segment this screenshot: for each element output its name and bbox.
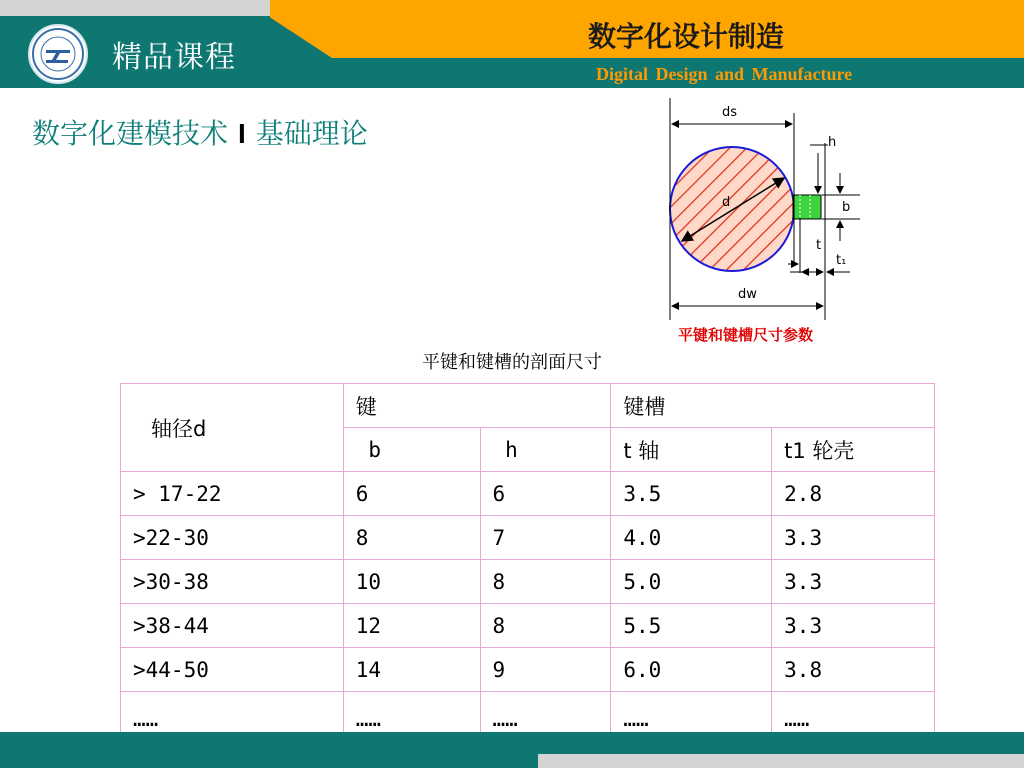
cell-h: 6 bbox=[480, 472, 611, 516]
cell-t1: 2.8 bbox=[772, 472, 935, 516]
key-dimension-table bbox=[120, 383, 935, 736]
label-ds: ds bbox=[722, 105, 738, 120]
cell-diameter: >38-44 bbox=[121, 604, 344, 648]
header-gray-strip bbox=[0, 0, 270, 16]
brand-title-cn: 数字化设计制造 bbox=[588, 20, 785, 53]
page-title-main: 数字化建模技术 bbox=[32, 117, 229, 150]
cell-h: 8 bbox=[480, 604, 611, 648]
cell-t: 3.5 bbox=[611, 472, 772, 516]
cell-h: 8 bbox=[480, 560, 611, 604]
label-d: d bbox=[722, 195, 731, 210]
subheader-t: t 轴 bbox=[611, 428, 772, 472]
university-logo bbox=[28, 24, 88, 84]
cell-t1: 3.3 bbox=[772, 516, 935, 560]
cell-t1: …… bbox=[772, 692, 935, 736]
table-row bbox=[121, 560, 935, 604]
cell-t1: 3.3 bbox=[772, 560, 935, 604]
course-title: 精品课程 bbox=[112, 40, 236, 75]
cell-b: 8 bbox=[343, 516, 480, 560]
cell-b: …… bbox=[343, 692, 480, 736]
header-key: 键 bbox=[343, 384, 611, 428]
label-b: b bbox=[842, 200, 851, 215]
cell-diameter: >30-38 bbox=[121, 560, 344, 604]
cell-t1: 3.8 bbox=[772, 648, 935, 692]
cell-diameter: >44-50 bbox=[121, 648, 344, 692]
cell-t: 4.0 bbox=[611, 516, 772, 560]
subheader-b: b bbox=[343, 428, 480, 472]
cell-diameter: > 17-22 bbox=[121, 472, 344, 516]
key-section-diagram bbox=[660, 98, 870, 323]
table-caption: 平键和键槽的剖面尺寸 bbox=[422, 352, 602, 373]
header-shaft-diameter: 轴径d bbox=[121, 384, 344, 472]
cell-diameter: >22-30 bbox=[121, 516, 344, 560]
header-keyway: 键槽 bbox=[611, 384, 935, 428]
table-row bbox=[121, 692, 935, 736]
table-row bbox=[121, 648, 935, 692]
cell-b: 6 bbox=[343, 472, 480, 516]
cell-h: …… bbox=[480, 692, 611, 736]
label-t: t bbox=[816, 238, 822, 253]
label-h: h bbox=[828, 135, 837, 150]
table-row bbox=[121, 472, 935, 516]
cell-b: 12 bbox=[343, 604, 480, 648]
cell-h: 9 bbox=[480, 648, 611, 692]
table-row bbox=[121, 604, 935, 648]
cell-diameter: …… bbox=[121, 692, 344, 736]
footer-gray-strip bbox=[538, 754, 1024, 768]
key-rect bbox=[793, 195, 821, 219]
cell-t: 5.5 bbox=[611, 604, 772, 648]
page-title bbox=[32, 112, 368, 152]
cell-t1: 3.3 bbox=[772, 604, 935, 648]
page-title-section: 基础理论 bbox=[255, 117, 368, 150]
table-header-row bbox=[121, 384, 935, 428]
subheader-t1: t1 轮壳 bbox=[772, 428, 935, 472]
subheader-h: h bbox=[480, 428, 611, 472]
cell-t: …… bbox=[611, 692, 772, 736]
table-row bbox=[121, 516, 935, 560]
page-title-separator: I bbox=[238, 118, 246, 149]
cell-t: 5.0 bbox=[611, 560, 772, 604]
label-t1: t₁ bbox=[836, 253, 847, 268]
cell-b: 10 bbox=[343, 560, 480, 604]
brand-title-en: Digital Design and Manufacture bbox=[596, 64, 853, 84]
label-dw: dw bbox=[738, 287, 757, 302]
cell-b: 14 bbox=[343, 648, 480, 692]
diagram-caption: 平键和键槽尺寸参数 bbox=[678, 326, 814, 344]
cell-h: 7 bbox=[480, 516, 611, 560]
cell-t: 6.0 bbox=[611, 648, 772, 692]
